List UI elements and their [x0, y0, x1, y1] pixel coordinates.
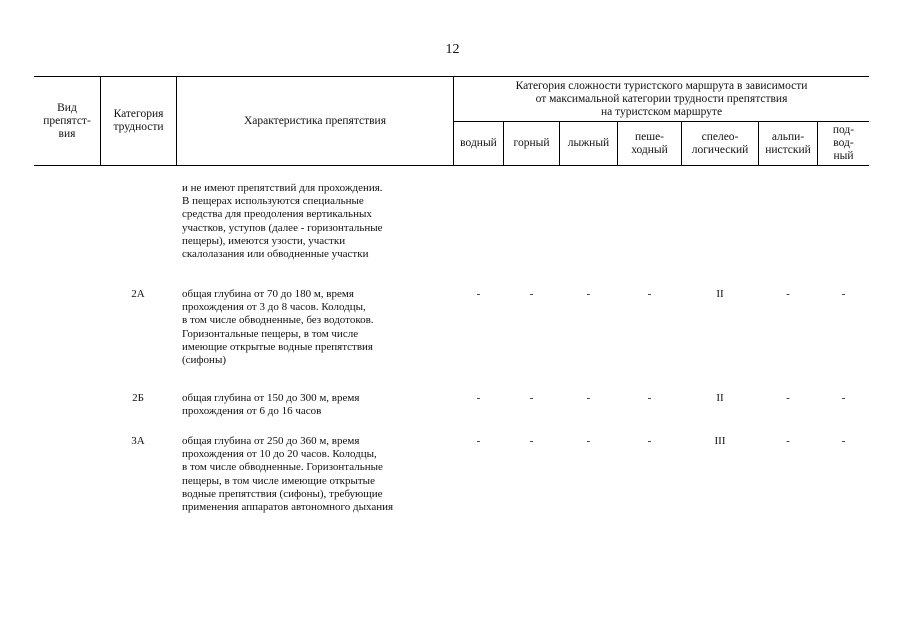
subheader-speleo-label: спелео- логический: [691, 130, 749, 156]
row-3a-ski: -: [586, 435, 591, 447]
row-2b-text: общая глубина от 150 до 300 м, время прохождения от 6 до 16 часов: [182, 392, 360, 418]
row-2a-speleo: II: [716, 288, 724, 300]
header-obstacle-type: [34, 77, 100, 165]
row-2a-alpine: -: [786, 288, 790, 300]
row-2a-water: -: [476, 288, 481, 300]
subheader-ski: [560, 122, 617, 165]
row-3a-underwater: -: [841, 435, 846, 447]
subheader-alpine-label: альпи- нистский: [765, 130, 811, 156]
header-difficulty-category: [101, 77, 176, 165]
subheader-water: [454, 122, 503, 165]
subheader-mountain-label: горный: [513, 137, 550, 149]
row-2b-alpine: -: [786, 392, 790, 404]
row-continuation-text: и не имеют препятствий для прохождения. В пещерах используются специальные средства для преодоления вертикальных участков, уступов (далее - горизонтальные пещеры), имеются узости, участки скалолазания или обводненные участки: [182, 182, 383, 261]
page-number: 12: [445, 42, 460, 57]
header-route-category-group: [454, 77, 869, 121]
subheader-water-label: водный: [460, 137, 497, 149]
subheader-hiking-label: пеше- ходный: [631, 130, 668, 156]
row-3a-category: 3А: [131, 435, 145, 447]
row-3a-speleo: III: [714, 435, 726, 447]
subheader-mountain: [504, 122, 559, 165]
row-2a-hiking: -: [647, 288, 652, 300]
row-2b-category: 2Б: [132, 392, 144, 404]
row-2a-ski: -: [586, 288, 591, 300]
row-2b-hiking: -: [647, 392, 652, 404]
row-2b-underwater: -: [841, 392, 846, 404]
header-obstacle-characteristic: [177, 77, 453, 165]
subheader-ski-label: лыжный: [567, 137, 610, 149]
header-obstacle-characteristic-label: Характеристика препятствия: [243, 114, 387, 127]
subheader-speleo: [682, 122, 758, 165]
row-2b-water: -: [476, 392, 481, 404]
row-3a-alpine: -: [786, 435, 790, 447]
subheader-underwater-label: под- вод- ный: [832, 124, 855, 162]
row-3a-water: -: [476, 435, 481, 447]
row-3a-hiking: -: [647, 435, 652, 447]
subheader-underwater: [818, 122, 869, 165]
row-2a-category: 2А: [131, 288, 145, 300]
table-header-bottom-border: [34, 165, 869, 166]
header-difficulty-category-label: Категория трудности: [113, 108, 164, 133]
row-3a-mountain: -: [529, 435, 534, 447]
header-obstacle-type-label: Вид препятст- вия: [43, 101, 91, 140]
subheader-hiking: [618, 122, 681, 165]
row-2b-ski: -: [586, 392, 591, 404]
row-2a-mountain: -: [529, 288, 534, 300]
row-2a-underwater: -: [841, 288, 846, 300]
row-3a-text: общая глубина от 250 до 360 м, время прохождения от 10 до 20 часов. Колодцы, в том числе обводненные. Горизонтальные пещеры, в том числе имеющие открытые водные препятствия (сифоны), требующие применения аппаратов автономного дыхания: [182, 435, 394, 514]
row-2b-speleo: II: [716, 392, 724, 404]
subheader-alpine: [759, 122, 817, 165]
row-2b-mountain: -: [529, 392, 534, 404]
header-route-category-group-label: Категория сложности туристского маршрута в зависимости от максимальной категории трудности препятствия на туристском маршруте: [515, 79, 808, 118]
row-2a-text: общая глубина от 70 до 180 м, время прохождения от 3 до 8 часов. Колодцы, в том числе обводненные, без водотоков. Горизонтальные пещеры, в том числе имеющие открытые водные препятствия (сифоны): [182, 288, 374, 367]
